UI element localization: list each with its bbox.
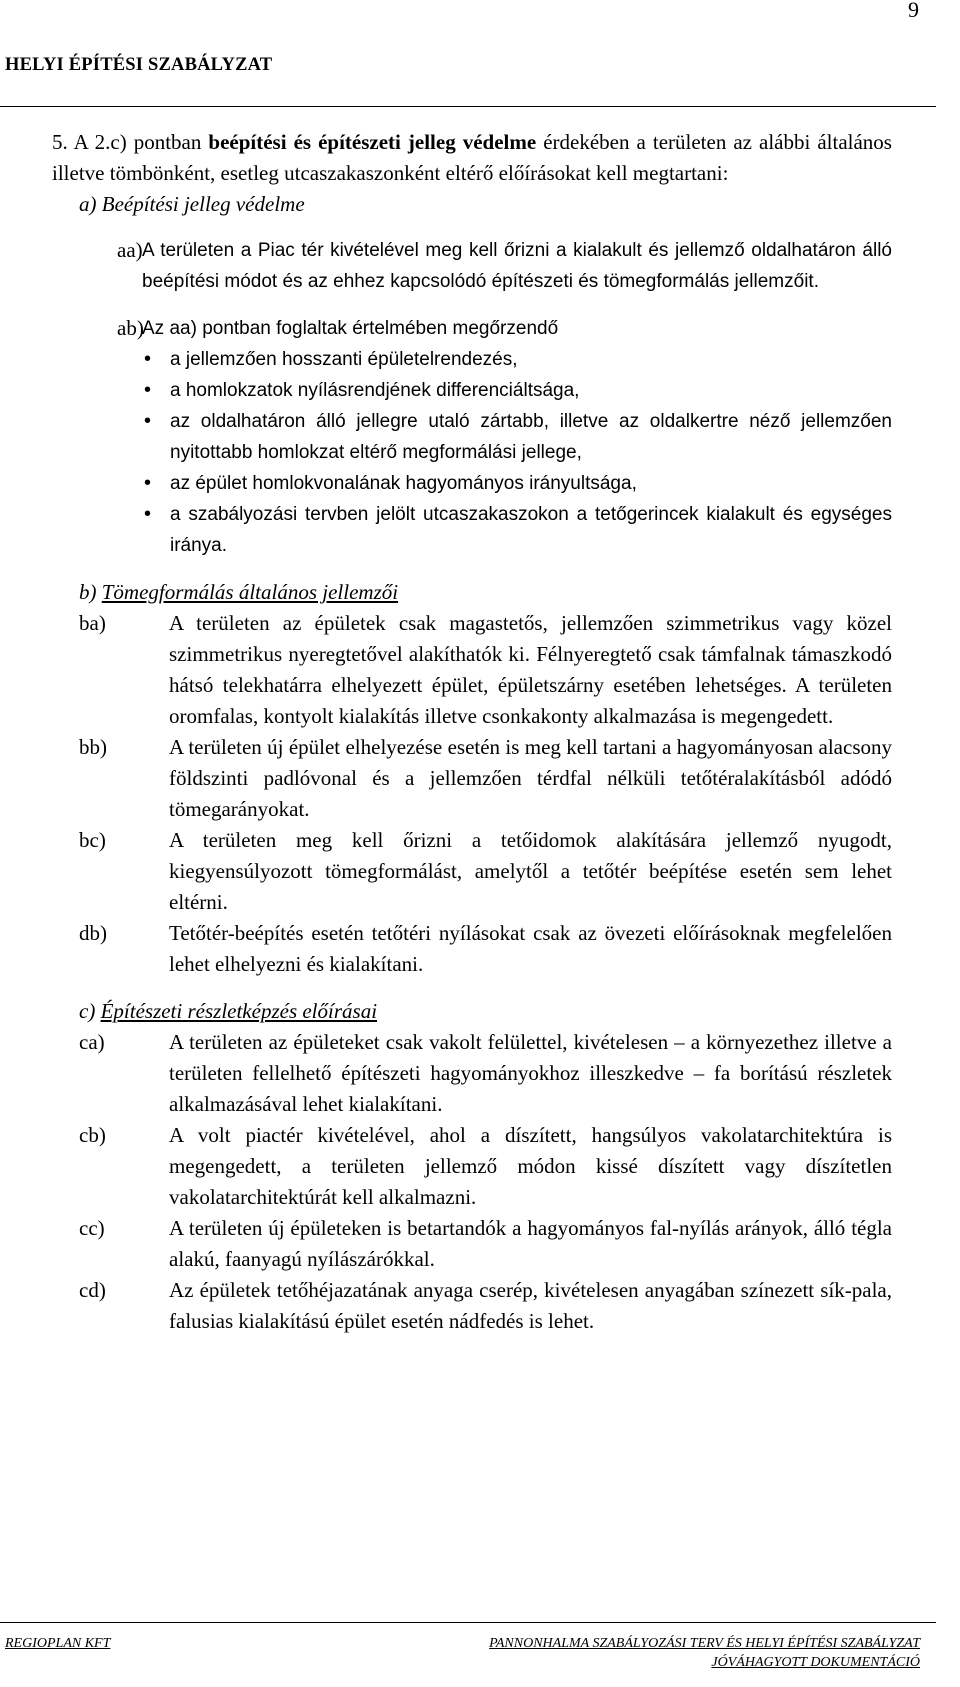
- item-label: cc): [79, 1216, 105, 1240]
- section-c-heading: [52, 996, 892, 1027]
- item-label: cb): [79, 1123, 106, 1147]
- item-ba: [52, 608, 892, 732]
- header-divider: [0, 106, 936, 107]
- item-label: ab): [117, 316, 144, 340]
- item-body: [142, 313, 892, 561]
- item-text: Az épületek tetőhéjazatának anyaga cserép, kivételesen anyagában színezett sík-pala, falusias kialakítású épület esetén nádfedés is lehet.: [169, 1278, 892, 1333]
- footer-company: REGIOPLAN KFT: [5, 1636, 111, 1651]
- list-item: • az oldalhatáron álló jellegre utaló zártabb, illetve az oldalkertre néző jellemzően nyitottabb homlokzat eltérő megformálási jellege,: [142, 406, 892, 468]
- item-text: A területen az épületek csak magastetős, jellemzően szimmetrikus vagy közel szimmetrikus nyeregtetővel alakíthatók ki. Félnyeregtető csak támfalnak támaszkodó hátsó telekhatárra elhelyezett épület, épületszárny esetében lehetséges. A területen oromfalas, kontyolt kialakítás illetve csonkakonty alkalmazása is megengedett.: [169, 611, 892, 728]
- document-title: HELYI ÉPÍTÉSI SZABÁLYZAT: [5, 55, 273, 75]
- intro-suffix: érdekében a területen az alábbi általános illetve tömbönként, esetleg utcaszakaszonként eltérő előírásokat kell megtartani:: [52, 130, 892, 185]
- footer-line: PANNONHALMA SZABÁLYOZÁSI TERV ÉS HELYI ÉPÍTÉSI SZABÁLYZAT: [489, 1636, 920, 1651]
- page-number: 9: [908, 0, 919, 22]
- item-text: Az aa) pontban foglaltak értelmében megőrzendő: [142, 318, 559, 339]
- item-bb: [52, 732, 892, 825]
- section-a-heading: a) Beépítési jelleg védelme: [79, 192, 305, 216]
- intro-bold: beépítési és építészeti jelleg védelme: [208, 130, 537, 154]
- item-label: bb): [79, 735, 107, 759]
- list-item: • a jellemzően hosszanti épületelrendezés,: [142, 344, 892, 375]
- item-text: A területen a Piac tér kivételével meg kell őrizni a kialakult és jellemző oldalhatáron álló beépítési módot és az ehhez kapcsolódó építészeti és tömegformálás jellemzőit.: [142, 240, 892, 292]
- item-cc: [52, 1213, 892, 1275]
- section-b-heading: [52, 577, 892, 608]
- item-text: A területen meg kell őrizni a tetőidomok alakítására jellemző nyugodt, kiegyensúlyozott tömegformálást, amelytől a tetőtér beépítése esetén sem lehet eltérni.: [169, 828, 892, 914]
- item-label: ca): [79, 1030, 105, 1054]
- item-db: [52, 918, 892, 980]
- item-label: aa): [117, 238, 143, 262]
- footer-document-info: [380, 1634, 920, 1672]
- heading-text: Építészeti részletképzés előírásai: [100, 999, 378, 1023]
- item-text: A területen az épületeket csak vakolt felülettel, kivételesen – a környezethez illetve a területen fellelhető építészeti hagyományokhoz illeszkedve – fa borítású részletek alkalmazásával lehet kialakítani.: [169, 1030, 892, 1116]
- item-cd: [52, 1275, 892, 1337]
- heading-prefix: c): [79, 999, 101, 1023]
- item-label: db): [79, 921, 107, 945]
- footer-divider: [0, 1622, 936, 1623]
- item-label: cd): [79, 1278, 106, 1302]
- bullet-list: [142, 344, 892, 561]
- item-text: Tetőtér-beépítés esetén tetőtéri nyílásokat csak az övezeti előírásoknak megfelelően lehet elhelyezni és kialakítani.: [169, 921, 892, 976]
- item-text: A volt piactér kivételével, ahol a díszített, hangsúlyos vakolatarchitektúra is megengedett, a területen jellemző módon kissé díszített vagy díszítetlen vakolatarchitektúrát kell alkalmazni.: [169, 1123, 892, 1209]
- item-label: bc): [79, 828, 106, 852]
- intro-prefix: 5. A 2.c) pontban: [52, 130, 209, 154]
- list-item: • a szabályozási tervben jelölt utcaszakaszokon a tetőgerincek kialakult és egységes iránya.: [142, 499, 892, 561]
- item-aa: [52, 235, 892, 297]
- item-label: ba): [79, 611, 106, 635]
- item-text: A területen új épületeken is betartandók a hagyományos fal-nyílás arányok, álló tégla alakú, faanyagú nyílászárókkal.: [169, 1216, 892, 1271]
- item-bc: [52, 825, 892, 918]
- heading-text: Tömegformálás általános jellemzői: [101, 580, 399, 604]
- intro-paragraph: [52, 127, 892, 189]
- item-ca: [52, 1027, 892, 1120]
- page-content: [52, 127, 892, 1337]
- item-cb: [52, 1120, 892, 1213]
- list-item: • az épület homlokvonalának hagyományos irányultsága,: [142, 468, 892, 499]
- heading-prefix: b): [79, 580, 102, 604]
- item-text: A területen új épület elhelyezése esetén is meg kell tartani a hagyományosan alacsony földszinti padlóvonal és a jellemzően térdfal nélküli tetőtéralakításból adódó tömegarányokat.: [169, 735, 892, 821]
- list-item: • a homlokzatok nyílásrendjének differenciáltsága,: [142, 375, 892, 406]
- footer-line: JÓVÁHAGYOTT DOKUMENTÁCIÓ: [711, 1655, 920, 1670]
- item-ab: [52, 313, 892, 561]
